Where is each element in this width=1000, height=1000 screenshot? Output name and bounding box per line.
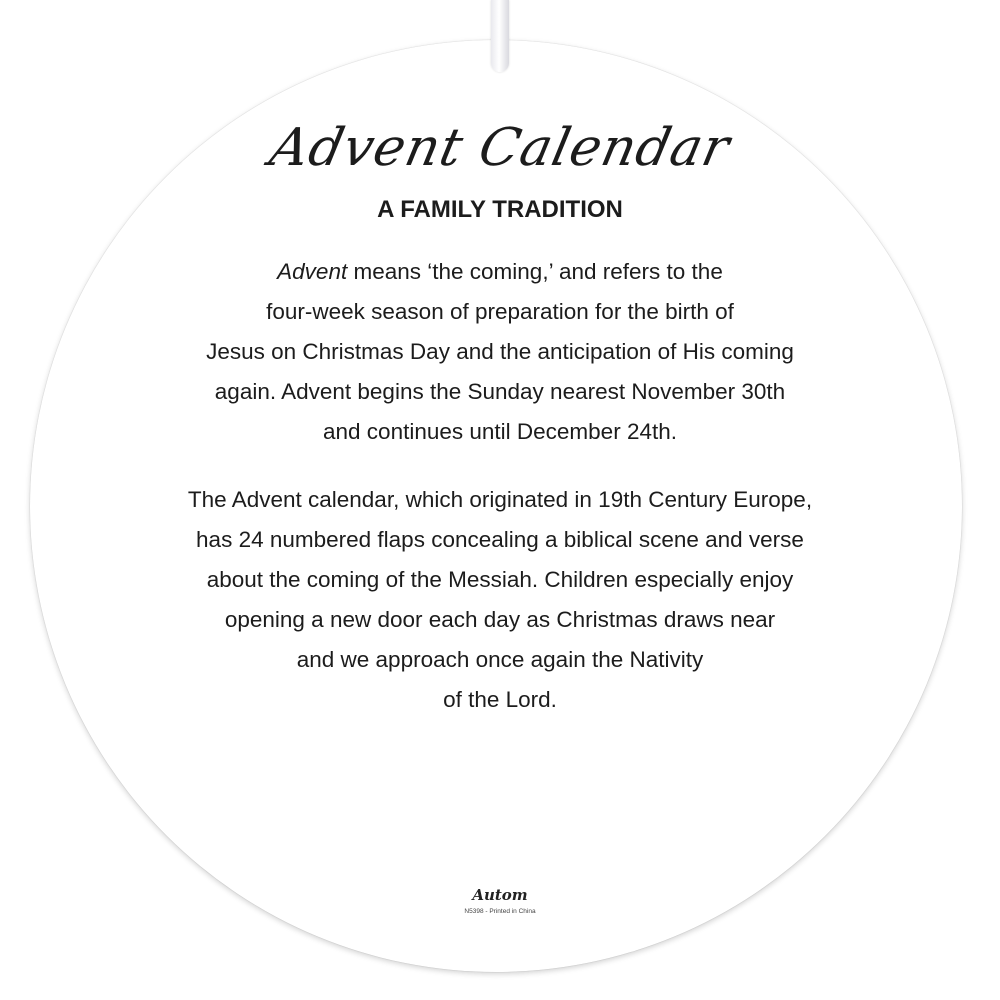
paragraph-line: and continues until December 24th. — [323, 419, 677, 444]
paragraph-advent-calendar — [100, 480, 900, 720]
paragraph-line: opening a new door each day as Christmas draws near — [224, 607, 776, 632]
script-title: Advent Calendar — [264, 118, 736, 178]
paragraph-line — [100, 252, 900, 292]
brand-logo: Autom — [472, 886, 528, 904]
line-text: means ‘the coming,’ and refers to the — [347, 259, 723, 284]
paragraph-line: about the coming of the Messiah. Children especially enjoy — [206, 567, 794, 592]
advent-italic: Advent — [277, 259, 348, 284]
product-code: N5398 - Printed in China — [464, 908, 536, 915]
paragraph-line: has 24 numbered flaps concealing a biblical scene and verse — [196, 527, 804, 552]
paragraph-advent-meaning — [100, 252, 900, 452]
paragraph-line: Jesus on Christmas Day and the anticipation of His coming — [206, 339, 794, 364]
paragraph-line: again. Advent begins the Sunday nearest November 30th — [214, 379, 786, 404]
subtitle: A FAMILY TRADITION — [377, 196, 623, 223]
paragraph-line: four-week season of preparation for the birth of — [266, 299, 734, 324]
hanging-ribbon — [491, 0, 509, 72]
paragraph-line: The Advent calendar, which originated in 19th Century Europe, — [187, 487, 813, 512]
paragraph-line: of the Lord. — [443, 687, 557, 712]
paragraph-line: and we approach once again the Nativity — [296, 647, 704, 672]
